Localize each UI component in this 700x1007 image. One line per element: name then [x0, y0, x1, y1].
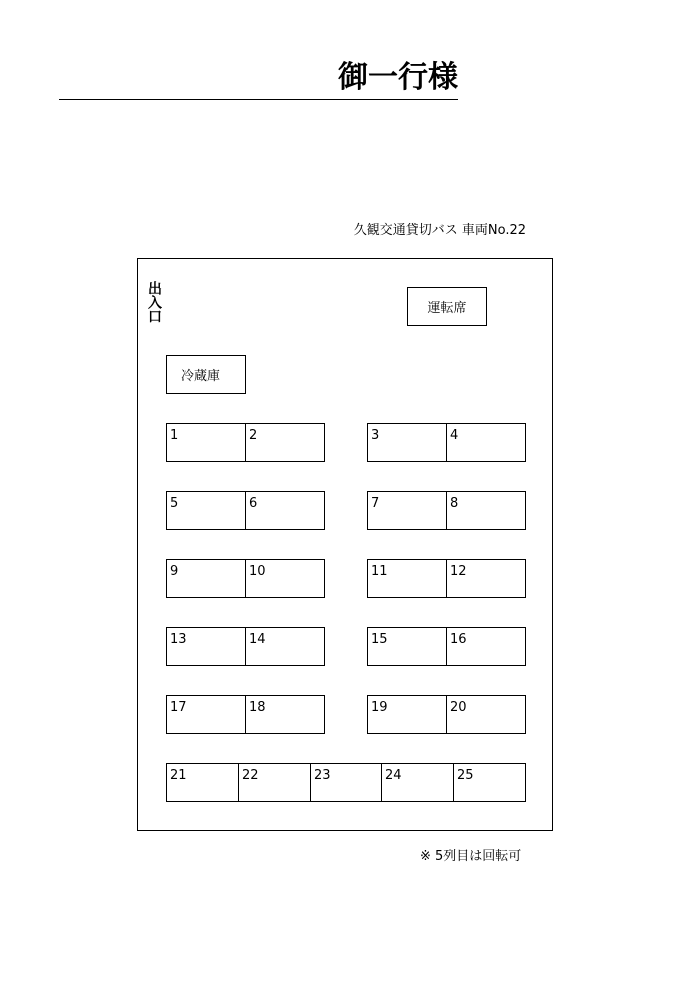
seat-19: 19: [367, 695, 447, 734]
seat-22: 22: [238, 763, 311, 802]
seat-10: 10: [245, 559, 325, 598]
seat-4: 4: [446, 423, 526, 462]
seat-17: 17: [166, 695, 246, 734]
page-title: 御一行様: [338, 60, 458, 95]
seat-5: 5: [166, 491, 246, 530]
seat-6: 6: [245, 491, 325, 530]
seat-3: 3: [367, 423, 447, 462]
driver-seat: 運転席: [407, 287, 487, 326]
fridge: 冷蔵庫: [166, 355, 246, 394]
seat-21: 21: [166, 763, 239, 802]
seat-2: 2: [245, 423, 325, 462]
seat-11: 11: [367, 559, 447, 598]
seat-8: 8: [446, 491, 526, 530]
seat-16: 16: [446, 627, 526, 666]
seat-25: 25: [453, 763, 526, 802]
entrance-label: 出入口: [146, 281, 162, 323]
seat-23: 23: [310, 763, 382, 802]
title-underline: [59, 99, 458, 100]
seat-9: 9: [166, 559, 246, 598]
seat-12: 12: [446, 559, 526, 598]
seat-1: 1: [166, 423, 246, 462]
bus-vehicle-label: 久観交通貸切バス 車両No.22: [353, 223, 526, 238]
seat-18: 18: [245, 695, 325, 734]
seat-24: 24: [381, 763, 454, 802]
rotation-note: ※ 5列目は回転可: [420, 849, 522, 864]
seat-13: 13: [166, 627, 246, 666]
seat-7: 7: [367, 491, 447, 530]
seat-14: 14: [245, 627, 325, 666]
seat-20: 20: [446, 695, 526, 734]
bus-outline: [137, 258, 553, 831]
seat-15: 15: [367, 627, 447, 666]
